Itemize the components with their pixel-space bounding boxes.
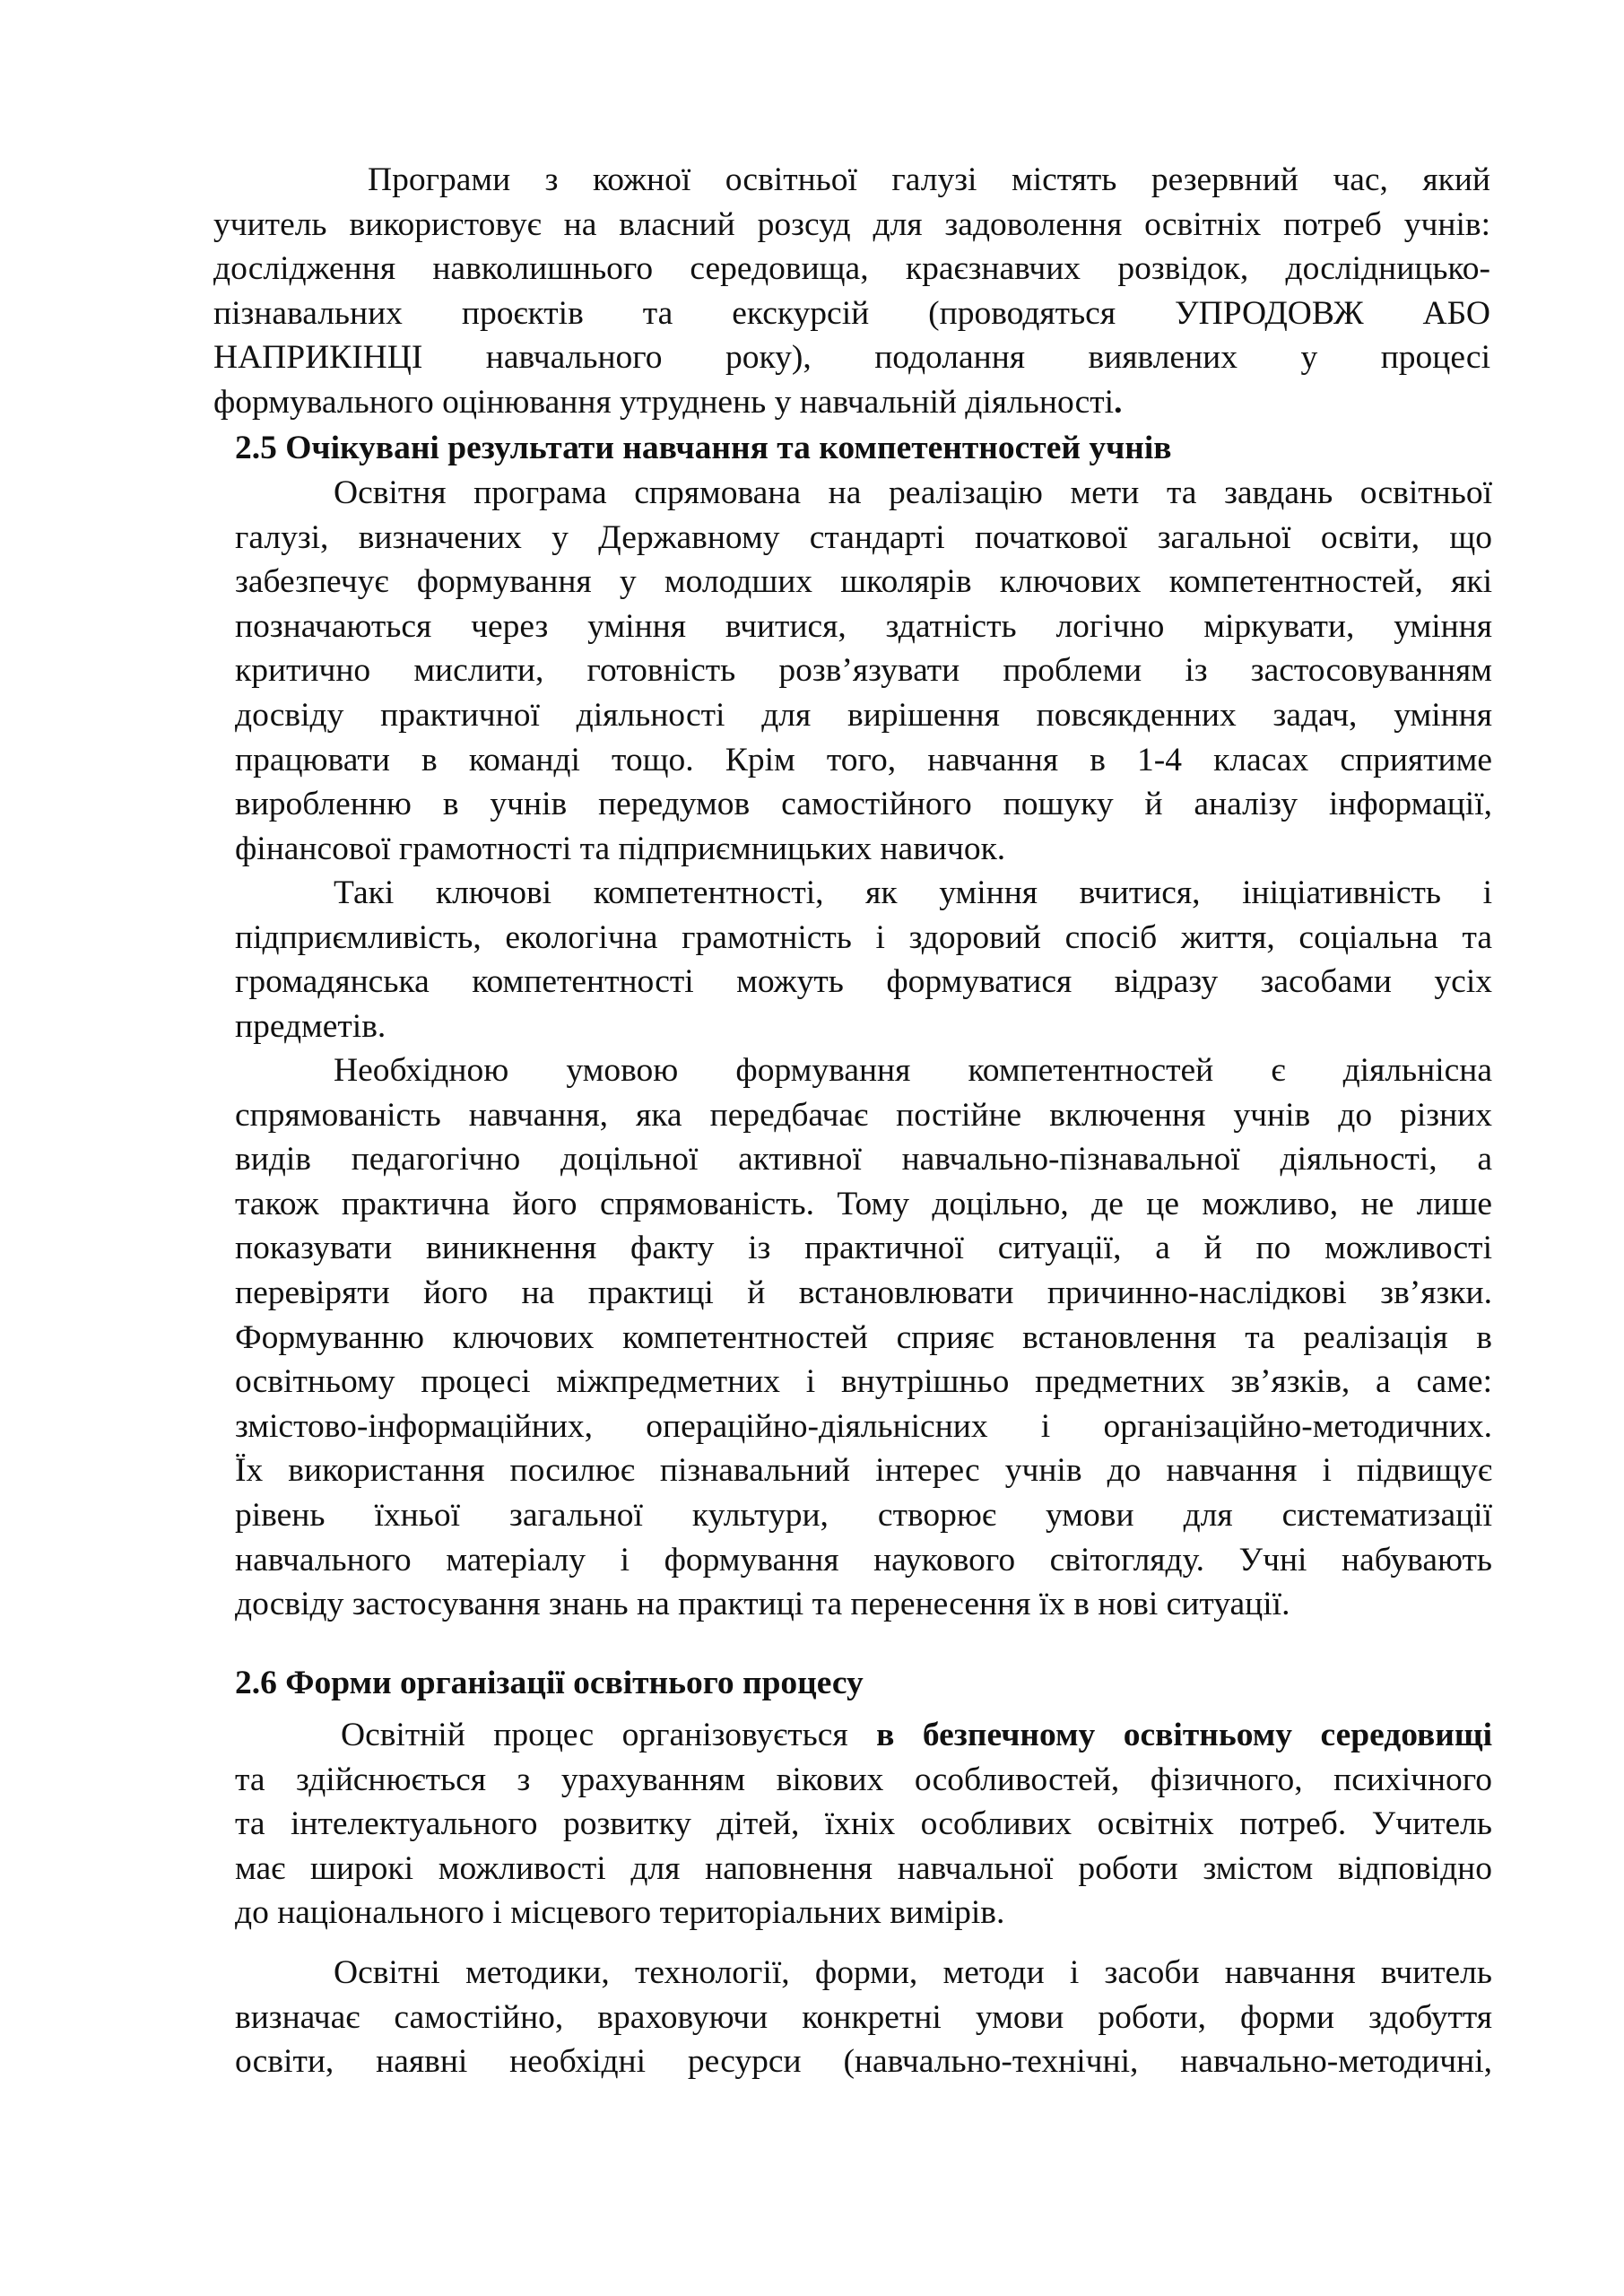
- text-line: виробленню в учнів передумов самостійного пошуку й аналізу інформації,: [235, 786, 1492, 823]
- text-line: Освітня програма спрямована на реалізацію мети та завдань освітньої: [334, 474, 1492, 511]
- text-line: навчального матеріалу і формування наукового світогляду. Учні набувають: [235, 1541, 1492, 1578]
- text-line: громадянська компетентності можуть формуватися відразу засобами усіх: [235, 963, 1492, 1001]
- text-line: рівень їхньої загальної культури, створює умови для систематизації: [235, 1496, 1492, 1534]
- paragraph-activity-approach: [235, 1048, 1492, 1627]
- text-line: перевіряти його на практиці й встановлювати причинно-наслідкові зв’язки.: [235, 1274, 1492, 1311]
- paragraph-program-goals: [235, 471, 1492, 871]
- paragraph-key-competences: [235, 871, 1492, 1048]
- paragraph-reserve-time: [213, 158, 1490, 425]
- text-line: Такі ключові компетентності, як уміння вчитися, ініціативність і: [334, 874, 1492, 911]
- text-line: підприємливість, екологічна грамотність і здоровий спосіб життя, соціальна та: [235, 918, 1492, 956]
- text-line: освіти, наявні необхідні ресурси (навчально-технічні, навчально-методичні,: [235, 2043, 1492, 2081]
- text-line: НАПРИКІНЦІ навчального року), подолання виявлених у процесі: [213, 339, 1490, 377]
- section-heading-2-6: 2.6 Форми організації освітнього процесу: [235, 1665, 864, 1701]
- text-line: предметів.: [235, 1007, 386, 1045]
- text-line: учитель використовує на власний розсуд для задоволення освітніх потреб учнів:: [213, 205, 1490, 243]
- text-line: Необхідною умовою формування компетентностей є діяльнісна: [334, 1052, 1492, 1089]
- text-line: працювати в команді тощо. Крім того, навчання в 1-4 класах сприятиме: [235, 741, 1492, 778]
- section-heading-2-5: 2.5 Очікувані результати навчання та компетентностей учнів: [235, 430, 1172, 466]
- text-line: спрямованість навчання, яка передбачає постійне включення учнів до різних: [235, 1096, 1492, 1134]
- text-line: Їх використання посилює пізнавальний інтерес учнів до навчання і підвищує: [235, 1452, 1492, 1490]
- text-line: [235, 1713, 1492, 1758]
- text-line: досвіду застосування знань на практиці та перенесення їх в нові ситуації.: [235, 1586, 1290, 1623]
- text-line: [213, 380, 1490, 425]
- text-line: пізнавальних проєктів та екскурсій (проводяться УПРОДОВЖ АБО: [213, 294, 1490, 332]
- text-line: фінансової грамотності та підприємницьких навичок.: [235, 830, 1006, 867]
- sentence-period: .: [1114, 383, 1123, 421]
- text-line: галузі, визначених у Державному стандарті початкової загальної освіти, що: [235, 518, 1492, 556]
- text-line: Програми з кожної освітньої галузі містять резервний час, який: [368, 161, 1490, 198]
- text-line: досвіду практичної діяльності для вирішення повсякденних задач, уміння: [235, 696, 1492, 734]
- text-line: Освітні методики, технології, форми, методи і засоби навчання вчитель: [334, 1954, 1492, 1991]
- text-line-content: формувального оцінювання утруднень у навчальній діяльності: [213, 383, 1115, 421]
- text-line: позначаються через уміння вчитися, здатність логічно міркувати, уміння: [235, 607, 1492, 645]
- text-line: змістово-інформаційних, операційно-діяльнісних і організаційно-методичних.: [235, 1407, 1492, 1445]
- text-line: критично мислити, готовність розв’язувати проблеми із застосовуванням: [235, 652, 1492, 690]
- text-line: дослідження навколишнього середовища, краєзнавчих розвідок, дослідницько-: [213, 250, 1490, 288]
- text-line: та здійснюється з урахуванням вікових особливостей, фізичного, психічного: [235, 1761, 1492, 1798]
- text-line: має широкі можливості для наповнення навчальної роботи змістом відповідно: [235, 1849, 1492, 1887]
- text-line: до національного і місцевого територіальних вимірів.: [235, 1894, 1005, 1932]
- text-line: видів педагогічно доцільної активної навчально-пізнавальної діяльності, а: [235, 1141, 1492, 1178]
- text-line: освітньому процесі міжпредметних і внутрішньо предметних зв’язків, а саме:: [235, 1363, 1492, 1401]
- text-line: забезпечує формування у молодших школярів ключових компетентностей, які: [235, 563, 1492, 601]
- paragraph-methods: [235, 1951, 1492, 2084]
- text-line: також практична його спрямованість. Тому доцільно, де це можливо, не лише: [235, 1185, 1492, 1222]
- text-line: показувати виникнення факту із практичної ситуації, а й по можливості: [235, 1230, 1492, 1267]
- text-line: та інтелектуального розвитку дітей, їхніх особливих освітніх потреб. Учитель: [235, 1805, 1492, 1843]
- bold-phrase: в безпечному освітньому середовищі: [876, 1717, 1492, 1753]
- text-line: Формуванню ключових компетентностей сприяє встановлення та реалізація в: [235, 1318, 1492, 1356]
- text-line: визначає самостійно, враховуючи конкретні умови роботи, форми здобуття: [235, 1998, 1492, 2036]
- paragraph-safe-environment: [235, 1713, 1492, 1935]
- text-line-start: Освітній процес організовується: [341, 1717, 877, 1753]
